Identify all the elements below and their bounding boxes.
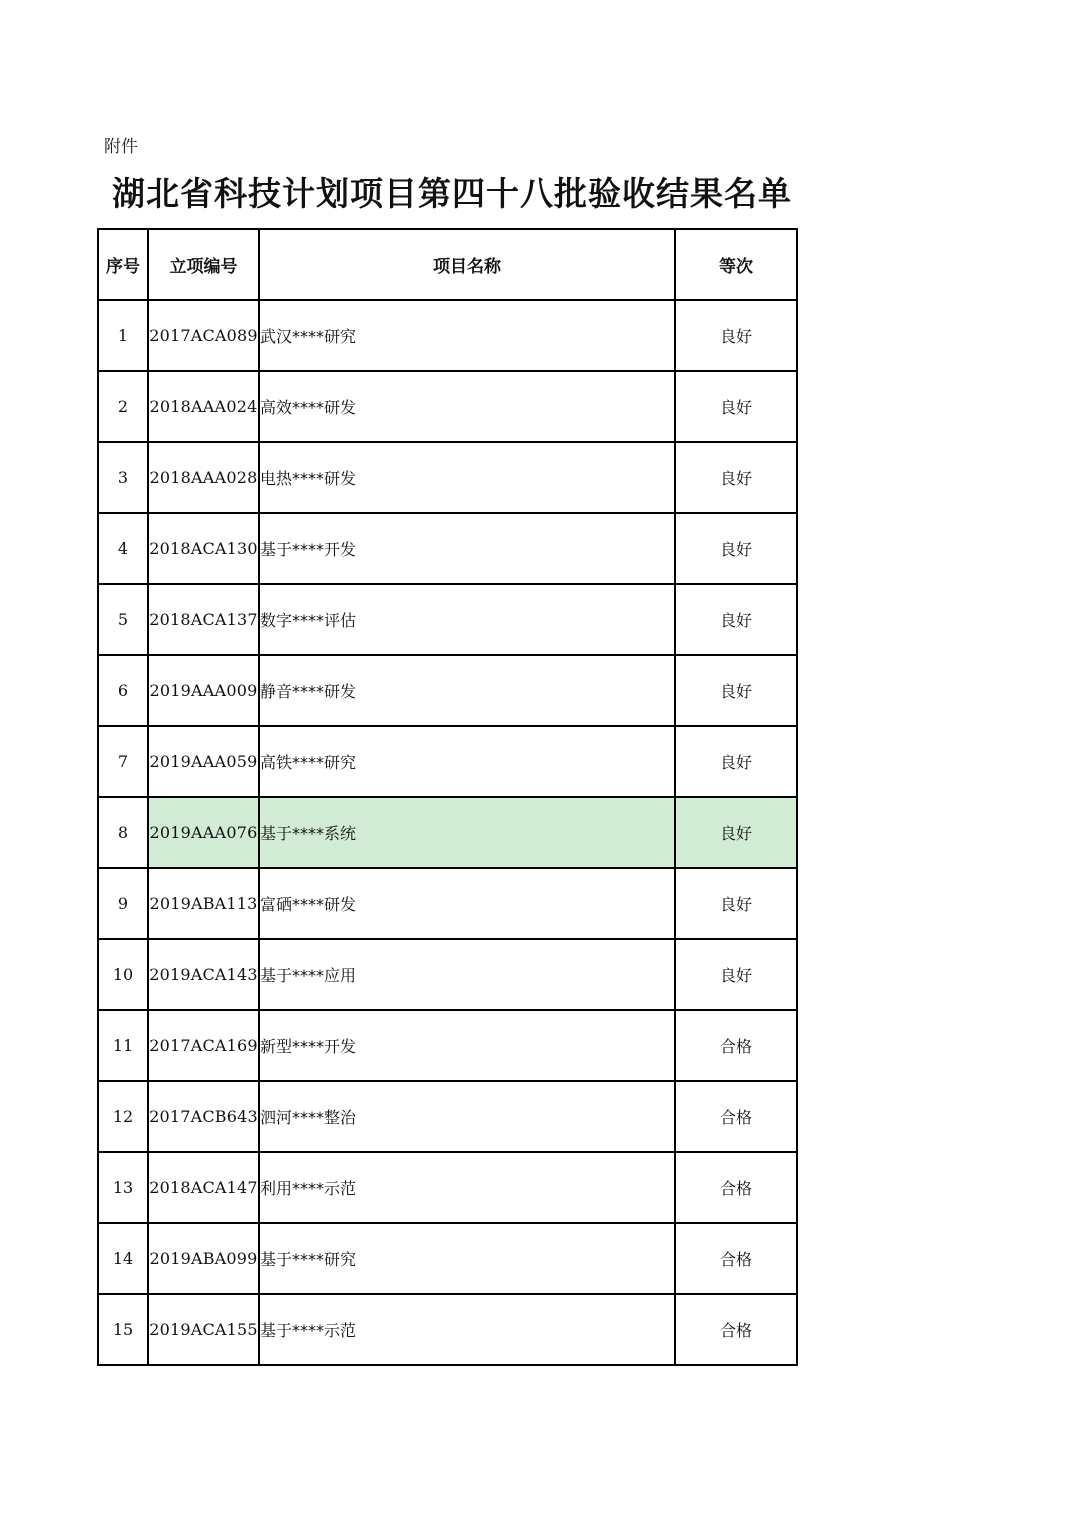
row-grade: 良好 bbox=[675, 584, 797, 655]
row-name: 基于****开发 bbox=[259, 513, 675, 584]
row-code: 2017ACA089 bbox=[148, 300, 259, 371]
row-grade: 良好 bbox=[675, 442, 797, 513]
row-seq: 7 bbox=[98, 726, 148, 797]
row-code: 2019ABA113 bbox=[148, 868, 259, 939]
row-grade: 良好 bbox=[675, 868, 797, 939]
table-row bbox=[98, 868, 797, 939]
row-grade: 良好 bbox=[675, 655, 797, 726]
row-seq: 6 bbox=[98, 655, 148, 726]
row-name: 高效****研发 bbox=[259, 371, 675, 442]
table-row bbox=[98, 655, 797, 726]
row-name: 静音****研发 bbox=[259, 655, 675, 726]
row-seq: 14 bbox=[98, 1223, 148, 1294]
row-seq: 3 bbox=[98, 442, 148, 513]
row-code: 2019ACA143 bbox=[148, 939, 259, 1010]
row-seq: 9 bbox=[98, 868, 148, 939]
table-row bbox=[98, 442, 797, 513]
page-title: 湖北省科技计划项目第四十八批验收结果名单 bbox=[112, 174, 792, 213]
table-row bbox=[98, 371, 797, 442]
row-name: 高铁****研究 bbox=[259, 726, 675, 797]
row-seq: 15 bbox=[98, 1294, 148, 1365]
row-code: 2017ACA169 bbox=[148, 1010, 259, 1081]
row-name: 新型****开发 bbox=[259, 1010, 675, 1081]
column-header-code: 立项编号 bbox=[148, 229, 259, 300]
row-grade: 合格 bbox=[675, 1010, 797, 1081]
row-seq: 10 bbox=[98, 939, 148, 1010]
row-name: 基于****系统 bbox=[259, 797, 675, 868]
table-row bbox=[98, 513, 797, 584]
row-seq: 13 bbox=[98, 1152, 148, 1223]
table-row bbox=[98, 1081, 797, 1152]
row-code: 2018AAA024 bbox=[148, 371, 259, 442]
table-row bbox=[98, 939, 797, 1010]
table-row bbox=[98, 300, 797, 371]
row-seq: 4 bbox=[98, 513, 148, 584]
row-name: 数字****评估 bbox=[259, 584, 675, 655]
row-name: 基于****研究 bbox=[259, 1223, 675, 1294]
table-row bbox=[98, 1294, 797, 1365]
row-seq: 5 bbox=[98, 584, 148, 655]
table-row bbox=[98, 1010, 797, 1081]
row-code: 2019AAA059 bbox=[148, 726, 259, 797]
column-header-name: 项目名称 bbox=[259, 229, 675, 300]
row-grade: 合格 bbox=[675, 1081, 797, 1152]
table-header-row bbox=[98, 229, 797, 300]
table-row bbox=[98, 726, 797, 797]
row-name: 利用****示范 bbox=[259, 1152, 675, 1223]
row-code: 2019ACA155 bbox=[148, 1294, 259, 1365]
row-name: 富硒****研发 bbox=[259, 868, 675, 939]
row-code: 2018ACA147 bbox=[148, 1152, 259, 1223]
row-seq: 11 bbox=[98, 1010, 148, 1081]
row-seq: 1 bbox=[98, 300, 148, 371]
results-table bbox=[97, 228, 798, 1366]
table-row bbox=[98, 584, 797, 655]
row-seq: 12 bbox=[98, 1081, 148, 1152]
row-code: 2017ACB643 bbox=[148, 1081, 259, 1152]
row-code: 2019ABA099 bbox=[148, 1223, 259, 1294]
row-name: 武汉****研究 bbox=[259, 300, 675, 371]
row-grade: 合格 bbox=[675, 1294, 797, 1365]
table-row-highlighted bbox=[98, 797, 797, 868]
row-grade: 良好 bbox=[675, 797, 797, 868]
row-seq: 2 bbox=[98, 371, 148, 442]
row-name: 基于****示范 bbox=[259, 1294, 675, 1365]
row-code: 2019AAA009 bbox=[148, 655, 259, 726]
table-row bbox=[98, 1152, 797, 1223]
row-grade: 合格 bbox=[675, 1223, 797, 1294]
row-seq: 8 bbox=[98, 797, 148, 868]
row-grade: 良好 bbox=[675, 939, 797, 1010]
attachment-label: 附件 bbox=[104, 137, 138, 157]
row-grade: 良好 bbox=[675, 371, 797, 442]
row-grade: 良好 bbox=[675, 300, 797, 371]
row-name: 基于****应用 bbox=[259, 939, 675, 1010]
row-name: 泗河****整治 bbox=[259, 1081, 675, 1152]
row-code: 2018ACA130 bbox=[148, 513, 259, 584]
row-code: 2019AAA076 bbox=[148, 797, 259, 868]
row-grade: 良好 bbox=[675, 726, 797, 797]
row-code: 2018ACA137 bbox=[148, 584, 259, 655]
row-grade: 良好 bbox=[675, 513, 797, 584]
row-grade: 合格 bbox=[675, 1152, 797, 1223]
table-row bbox=[98, 1223, 797, 1294]
row-code: 2018AAA028 bbox=[148, 442, 259, 513]
row-name: 电热****研发 bbox=[259, 442, 675, 513]
column-header-seq: 序号 bbox=[98, 229, 148, 300]
column-header-grade: 等次 bbox=[675, 229, 797, 300]
